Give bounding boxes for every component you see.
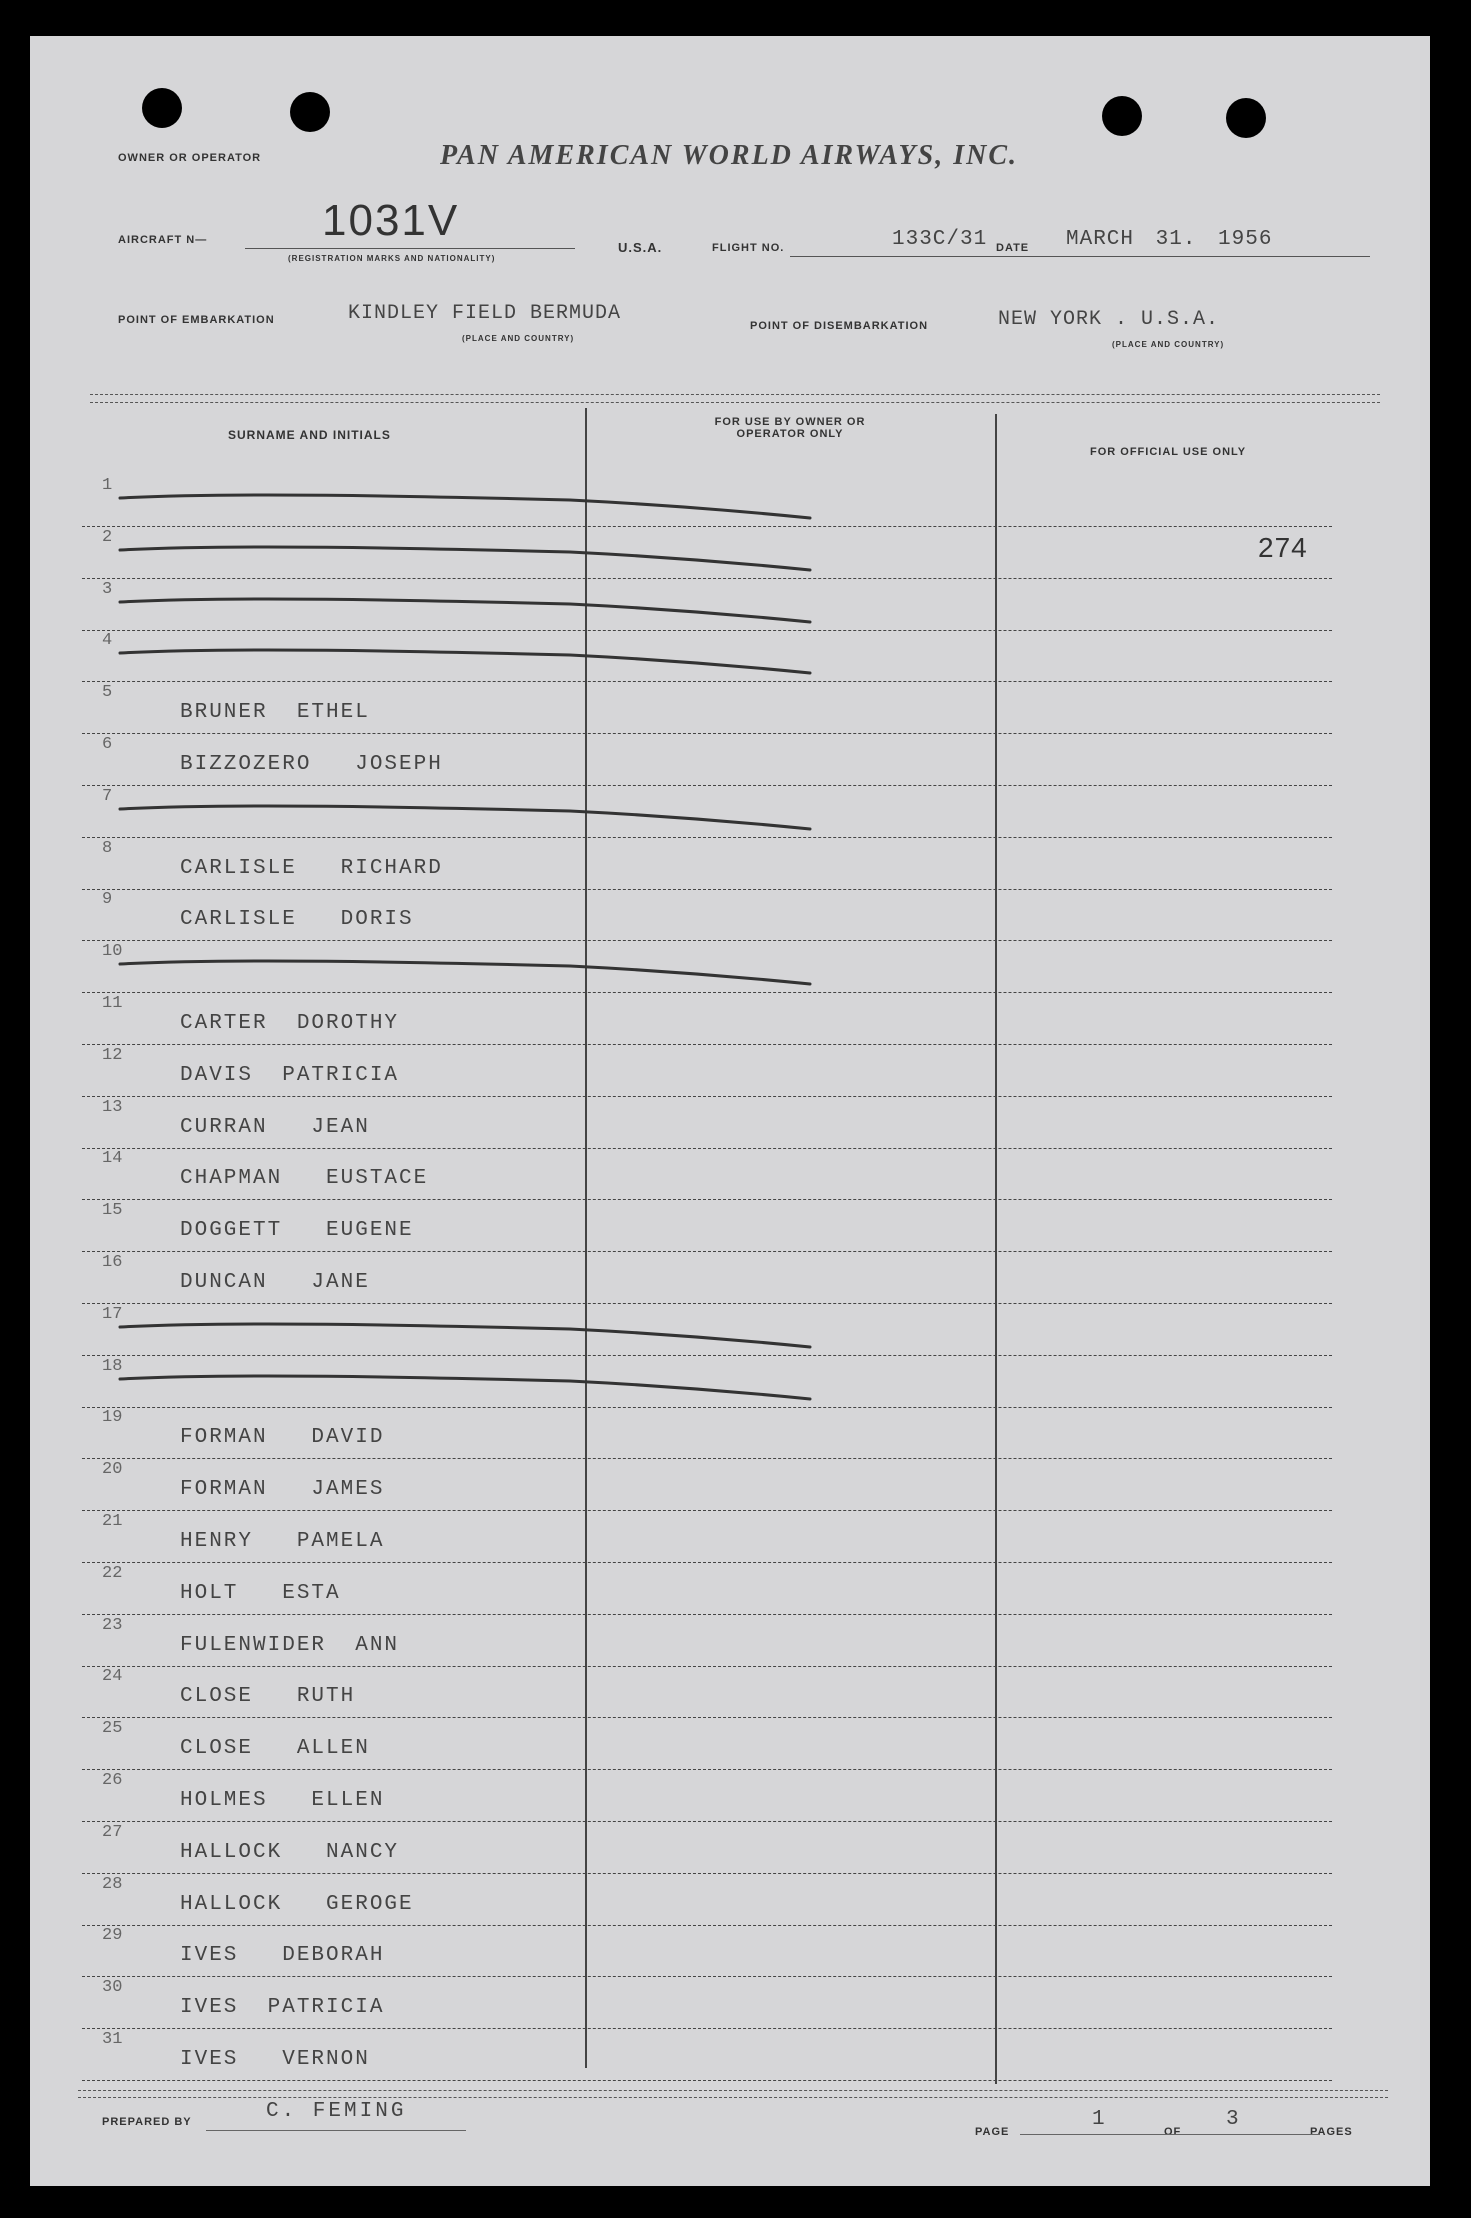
page-label: PAGE bbox=[975, 2126, 1010, 2138]
row-rule bbox=[82, 630, 1332, 631]
punch-hole bbox=[1102, 96, 1142, 136]
row-number: 22 bbox=[102, 1563, 123, 1583]
row-number: 26 bbox=[102, 1771, 123, 1790]
row-rule bbox=[82, 1614, 1332, 1615]
passenger-name: IVES VERNON bbox=[180, 2048, 370, 2071]
row-rule bbox=[82, 837, 1332, 838]
row-number: 6 bbox=[102, 735, 113, 754]
header-divider bbox=[90, 394, 1380, 395]
strikethrough-line bbox=[110, 582, 830, 642]
aircraft-underline bbox=[245, 248, 575, 249]
row-rule bbox=[82, 2080, 1332, 2081]
passenger-name: CARTER DOROTHY bbox=[180, 1012, 400, 1035]
page-underline bbox=[1020, 2134, 1320, 2135]
company-name: PAN AMERICAN WORLD AIRWAYS, INC. bbox=[440, 140, 1019, 171]
row-rule bbox=[82, 1821, 1332, 1822]
disembark-point: NEW YORK . U.S.A. bbox=[998, 308, 1220, 331]
row-number: 14 bbox=[102, 1149, 123, 1169]
disembark-caption: (PLACE AND COUNTRY) bbox=[1112, 340, 1225, 349]
passenger-name: CARLISLE DORIS bbox=[180, 908, 414, 932]
flight-label: FLIGHT NO. bbox=[712, 242, 785, 254]
passenger-name: BRUNER ETHEL bbox=[180, 701, 370, 725]
row-rule bbox=[82, 1458, 1332, 1459]
pages-label: PAGES bbox=[1310, 2126, 1353, 2138]
row-rule bbox=[82, 940, 1332, 941]
row-rule bbox=[82, 578, 1332, 579]
aircraft-number: 1031V bbox=[322, 196, 460, 245]
row-rule bbox=[82, 785, 1332, 786]
row-number: 11 bbox=[102, 994, 123, 1013]
passenger-name: FORMAN JAMES bbox=[180, 1478, 385, 1502]
flight-number: 133C/31 bbox=[892, 228, 988, 251]
row-rule bbox=[82, 2028, 1332, 2029]
row-number: 4 bbox=[102, 631, 113, 651]
row-number: 12 bbox=[102, 1045, 123, 1065]
column-header-official: FOR OFFICIAL USE ONLY bbox=[1090, 446, 1247, 458]
row-rule bbox=[82, 1873, 1332, 1874]
row-number: 30 bbox=[102, 1978, 123, 1998]
row-rule bbox=[82, 1148, 1332, 1149]
row-number: 23 bbox=[102, 1615, 123, 1635]
row-rule bbox=[82, 1355, 1332, 1356]
row-number: 27 bbox=[102, 1822, 123, 1842]
row-rule bbox=[82, 526, 1332, 527]
official-number: 274 bbox=[1258, 532, 1308, 563]
flight-underline bbox=[790, 256, 1370, 257]
row-rule bbox=[82, 889, 1332, 890]
row-rule bbox=[82, 1303, 1332, 1304]
row-rule bbox=[82, 1717, 1332, 1718]
passenger-name: CLOSE RUTH bbox=[180, 1685, 356, 1709]
passenger-name: HOLT ESTA bbox=[180, 1581, 341, 1605]
row-number: 10 bbox=[102, 942, 123, 962]
row-rule bbox=[82, 992, 1332, 993]
row-rule bbox=[82, 1096, 1332, 1097]
row-rule bbox=[82, 1407, 1332, 1408]
of-label: OF bbox=[1164, 2126, 1182, 2138]
passenger-name: CURRAN JEAN bbox=[180, 1115, 370, 1139]
row-rule bbox=[82, 1510, 1332, 1511]
row-rule bbox=[82, 733, 1332, 734]
strikethrough-line bbox=[110, 1307, 830, 1367]
passenger-name: CHAPMAN EUSTACE bbox=[180, 1167, 429, 1191]
flight-date: MARCH 31. 1956 bbox=[1066, 228, 1273, 251]
column-divider bbox=[995, 414, 997, 2084]
passenger-name: IVES DEBORAH bbox=[180, 1944, 385, 1968]
row-number: 8 bbox=[102, 838, 113, 858]
passenger-name: IVES PATRICIA bbox=[180, 1996, 385, 2020]
row-number: 28 bbox=[102, 1874, 123, 1894]
row-number: 24 bbox=[102, 1667, 123, 1687]
row-number: 2 bbox=[102, 527, 113, 547]
row-number: 29 bbox=[102, 1926, 123, 1946]
passenger-name: DAVIS PATRICIA bbox=[180, 1063, 400, 1087]
disembark-label: POINT OF DISEMBARKATION bbox=[750, 320, 929, 332]
prepared-by-name: C. FEMING bbox=[266, 2100, 407, 2123]
row-rule bbox=[82, 1769, 1332, 1770]
punch-hole bbox=[142, 88, 182, 128]
passenger-name: FORMAN DAVID bbox=[180, 1426, 385, 1450]
registration-caption: (REGISTRATION MARKS AND NATIONALITY) bbox=[288, 254, 496, 263]
row-number: 17 bbox=[102, 1304, 123, 1324]
row-rule bbox=[82, 1925, 1332, 1926]
punch-hole bbox=[1226, 98, 1266, 138]
strikethrough-line bbox=[110, 530, 830, 590]
row-number: 20 bbox=[102, 1460, 123, 1480]
embark-label: POINT OF EMBARKATION bbox=[118, 314, 275, 326]
row-number: 13 bbox=[102, 1097, 123, 1117]
row-rule bbox=[82, 1562, 1332, 1563]
row-rule bbox=[82, 1044, 1332, 1045]
row-number: 16 bbox=[102, 1253, 123, 1272]
usa-label: U.S.A. bbox=[618, 240, 663, 255]
passenger-name: CLOSE ALLEN bbox=[180, 1737, 370, 1761]
strikethrough-line bbox=[110, 789, 830, 849]
passenger-name: BIZZOZERO JOSEPH bbox=[180, 753, 443, 776]
row-number: 5 bbox=[102, 683, 113, 703]
row-number: 25 bbox=[102, 1719, 123, 1739]
row-number: 9 bbox=[102, 890, 113, 910]
row-number: 18 bbox=[102, 1356, 123, 1376]
passenger-name: FULENWIDER ANN bbox=[180, 1633, 400, 1657]
page-number: 1 bbox=[1092, 2108, 1106, 2131]
row-rule bbox=[82, 681, 1332, 682]
row-number: 7 bbox=[102, 786, 113, 806]
row-number: 1 bbox=[102, 476, 113, 495]
strikethrough-line bbox=[110, 478, 830, 538]
row-rule bbox=[82, 1251, 1332, 1252]
row-number: 21 bbox=[102, 1512, 123, 1531]
row-number: 3 bbox=[102, 579, 113, 599]
row-rule bbox=[82, 1976, 1332, 1977]
prepared-by-label: PREPARED BY bbox=[102, 2116, 192, 2128]
row-rule bbox=[82, 1666, 1332, 1667]
row-number: 15 bbox=[102, 1201, 123, 1221]
strikethrough-line bbox=[110, 944, 830, 1004]
column-header-owner: FOR USE BY OWNER OR OPERATOR ONLY bbox=[714, 416, 866, 440]
passenger-name: DOGGETT EUGENE bbox=[180, 1219, 414, 1243]
punch-hole bbox=[290, 92, 330, 132]
manifest-sheet bbox=[30, 36, 1430, 2186]
header-divider bbox=[90, 402, 1380, 403]
row-number: 19 bbox=[102, 1408, 123, 1428]
page-total: 3 bbox=[1226, 2108, 1240, 2131]
passenger-name: HENRY PAMELA bbox=[180, 1530, 385, 1553]
row-number: 31 bbox=[102, 2030, 123, 2049]
footer-divider bbox=[78, 2097, 1388, 2098]
passenger-name: HALLOCK GEROGE bbox=[180, 1892, 414, 1916]
date-label: DATE bbox=[996, 242, 1030, 254]
passenger-name: HALLOCK NANCY bbox=[180, 1840, 400, 1864]
passenger-name: CARLISLE RICHARD bbox=[180, 856, 443, 880]
strikethrough-line bbox=[110, 633, 830, 693]
embark-point: KINDLEY FIELD BERMUDA bbox=[348, 302, 622, 325]
strikethrough-line bbox=[110, 1359, 830, 1419]
prepared-underline bbox=[206, 2130, 466, 2131]
row-rule bbox=[82, 1199, 1332, 1200]
embark-caption: (PLACE AND COUNTRY) bbox=[462, 334, 575, 343]
owner-label: OWNER OR OPERATOR bbox=[118, 152, 262, 164]
passenger-name: DUNCAN JANE bbox=[180, 1271, 370, 1294]
column-header-name: SURNAME AND INITIALS bbox=[228, 428, 391, 442]
aircraft-label: AIRCRAFT N— bbox=[118, 234, 208, 246]
passenger-name: HOLMES ELLEN bbox=[180, 1789, 385, 1812]
column-divider bbox=[585, 408, 587, 2068]
footer-divider bbox=[78, 2090, 1388, 2091]
